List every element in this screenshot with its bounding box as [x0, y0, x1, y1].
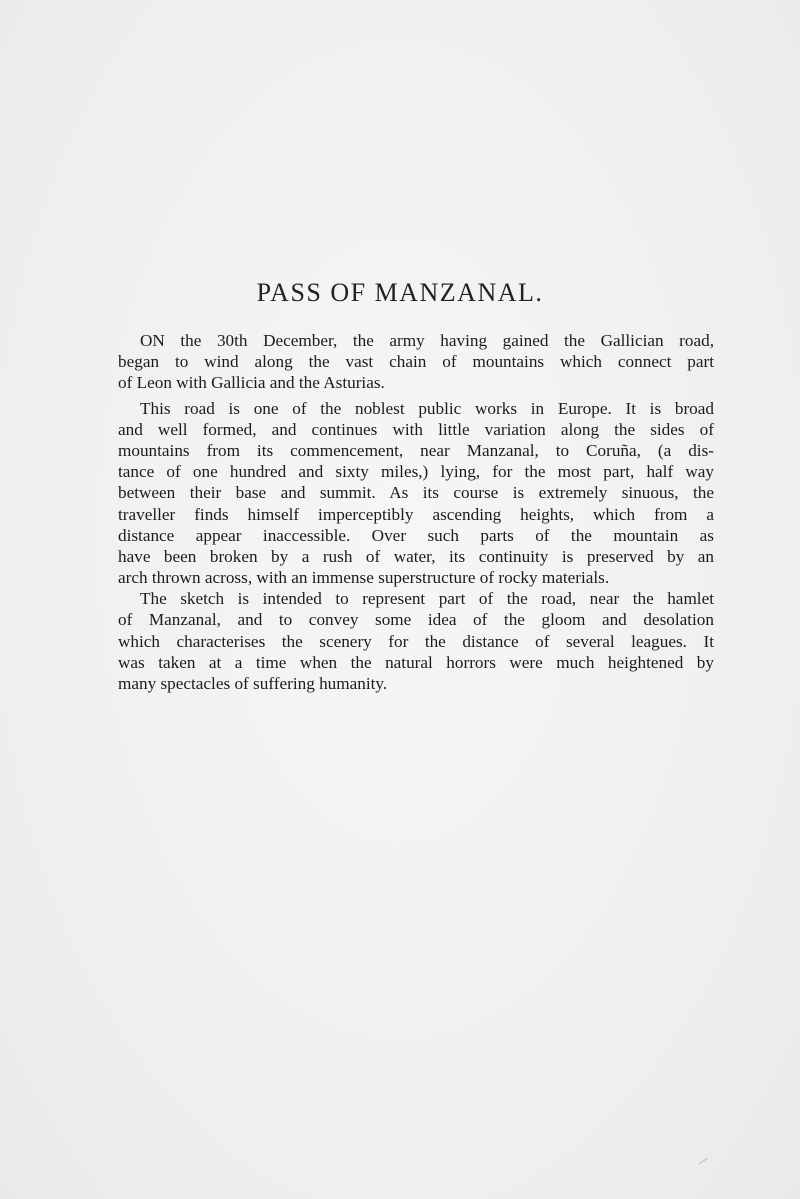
text-line: was taken at a time when the natural horrors were much heightened by: [118, 652, 714, 672]
text-line: arch thrown across, with an immense superstructure of rocky materials.: [118, 568, 610, 588]
text-line: ON the 30th December, the army having gained the Gallician road,: [140, 331, 714, 350]
text-line: traveller finds himself imperceptibly ascending heights, which from a: [118, 504, 714, 524]
text-line: many spectacles of suffering humanity.: [118, 674, 388, 693]
text-line: tance of one hundred and sixty miles,) lying, for the most part, half way: [118, 462, 714, 482]
text-line: which characterises the scenery for the distance of several leagues. It: [118, 631, 714, 651]
paragraph-3: [118, 588, 714, 694]
text-line: This road is one of the noblest public works in Europe. It is broad: [140, 398, 714, 418]
text-line: and well formed, and continues with little variation along the sides of: [118, 419, 714, 439]
text-line: The sketch is intended to represent part of the road, near the hamlet: [140, 589, 714, 609]
text-line: between their base and summit. As its course is extremely sinuous, the: [118, 483, 714, 503]
text-line: of Manzanal, and to convey some idea of the gloom and desolation: [118, 610, 714, 630]
paragraph-2: [118, 398, 714, 589]
text-line: mountains from its commencement, near Manzanal, to Coruña, (a dis-: [118, 440, 714, 460]
paragraph-1: [118, 330, 714, 394]
paper-mark: [699, 1158, 711, 1169]
page-title: PASS OF MANZANAL.: [256, 278, 544, 307]
text-line: of Leon with Gallicia and the Asturias.: [118, 373, 385, 393]
text-line: distance appear inaccessible. Over such parts of the mountain as: [118, 525, 714, 545]
body-text: [118, 330, 714, 694]
text-line: began to wind along the vast chain of mountains which connect part: [118, 352, 714, 372]
text-line: have been broken by a rush of water, its continuity is preserved by an: [118, 546, 714, 566]
